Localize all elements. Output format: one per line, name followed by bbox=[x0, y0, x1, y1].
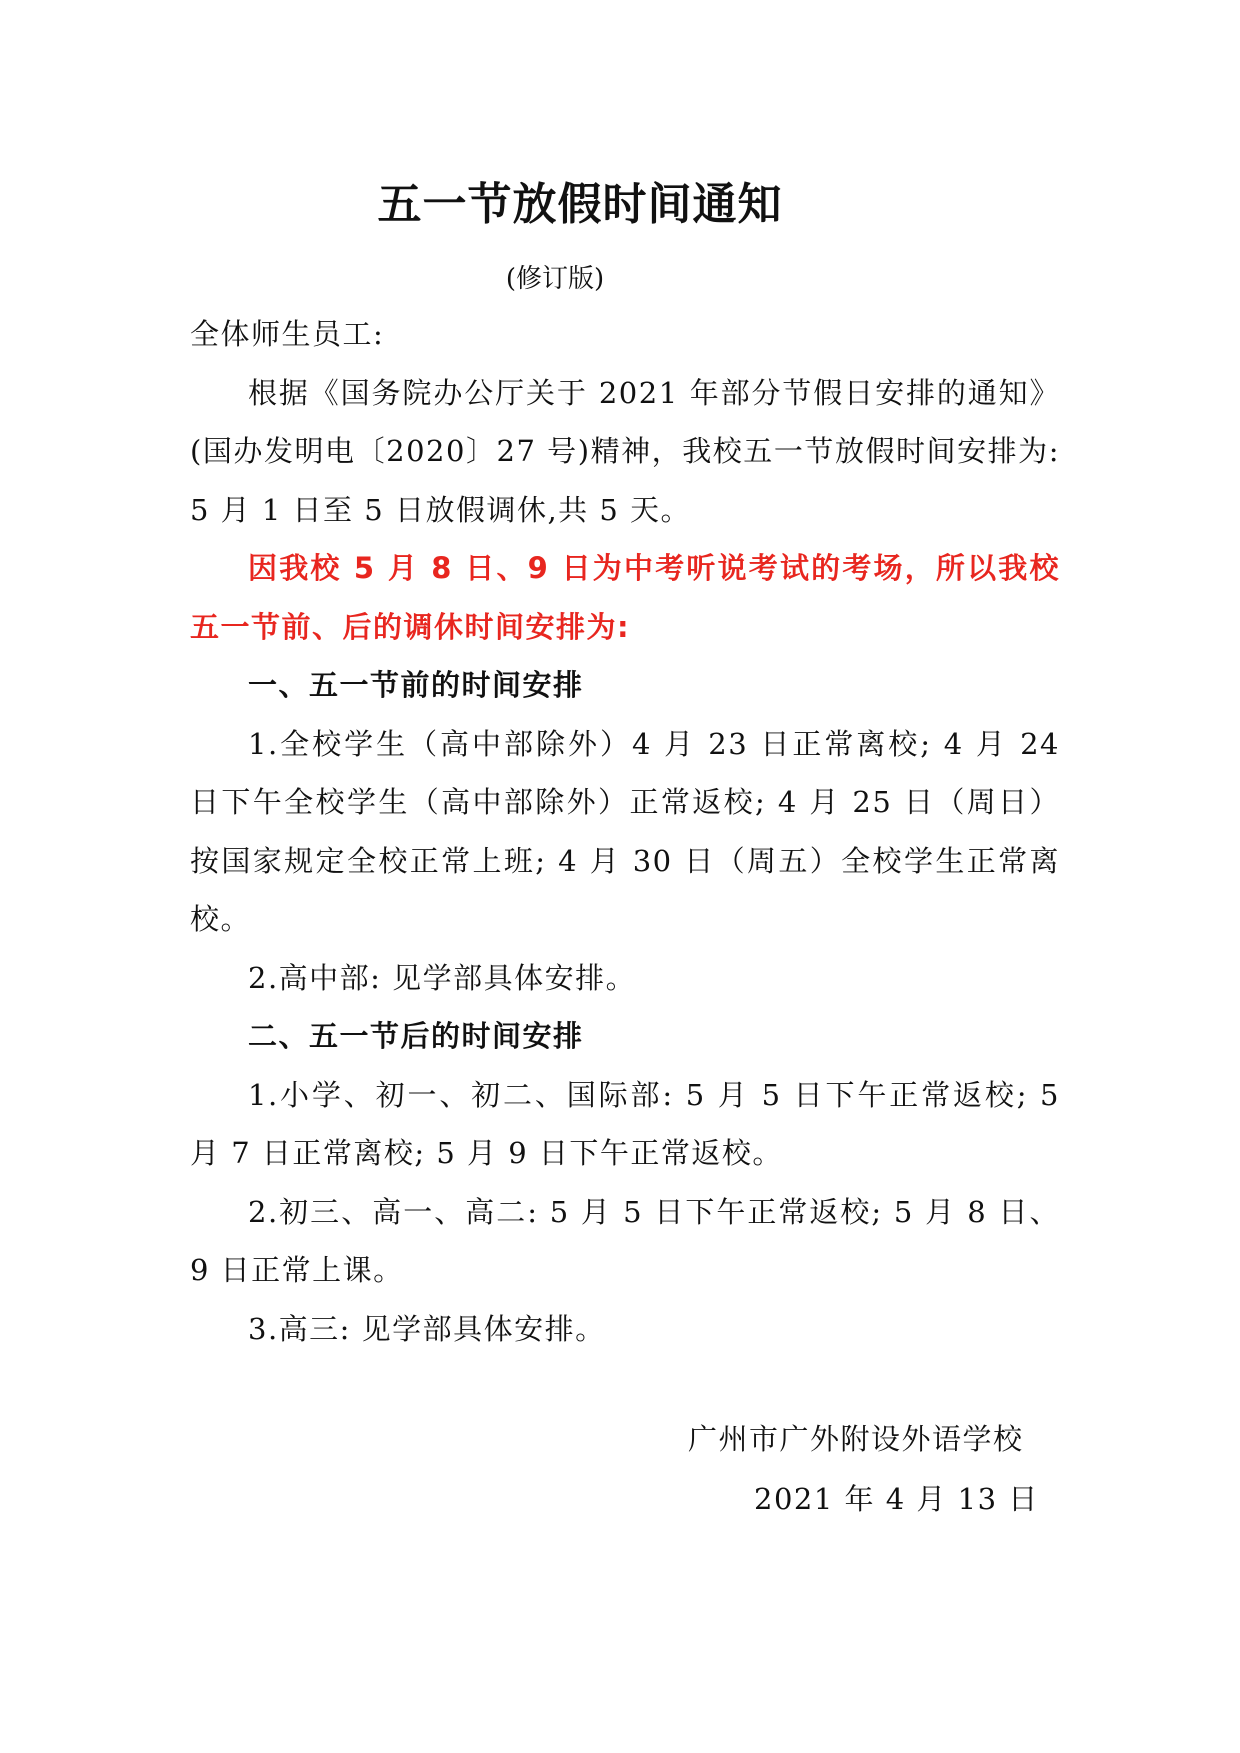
section-heading-before-holiday: 一、五一节前的时间安排 bbox=[248, 668, 584, 702]
section2-item-3: 3.高三: 见学部具体安排。 bbox=[248, 1311, 606, 1346]
highlighted-notice: 因我校 5 月 8 日、9 日为中考听说考试的考场，所以我校五一节前、后的调休时间安排为: bbox=[190, 551, 1060, 644]
section2-item-2: 2.初三、高一、高二: 5 月 5 日下午正常返校; 5 月 8 日、9 日正常上课。 bbox=[190, 1194, 1060, 1287]
section1-item-2: 2.高中部: 见学部具体安排。 bbox=[248, 960, 637, 995]
section-heading-after-holiday: 二、五一节后的时间安排 bbox=[248, 1019, 584, 1053]
document-title: 五一节放假时间通知 bbox=[377, 179, 783, 230]
document-subtitle: (修订版) bbox=[505, 264, 605, 294]
intro-paragraph: 根据《国务院办公厅关于 2021 年部分节假日安排的通知》(国办发明电〔2020〕27 号)精神，我校五一节放假时间安排为: 5 月 1 日至 5 日放假调休,共 5 天。 bbox=[190, 375, 1060, 527]
salutation: 全体师生员工: bbox=[190, 317, 385, 351]
signature-date: 2021 年 4 月 13 日 bbox=[754, 1482, 1039, 1516]
section2-item-1: 1.小学、初一、初二、国际部: 5 月 5 日下午正常返校; 5 月 7 日正常离校; 5 月 9 日下午正常返校。 bbox=[190, 1077, 1060, 1170]
section1-item-1: 1.全校学生（高中部除外）4 月 23 日正常离校; 4 月 24 日下午全校学生（高中部除外）正常返校; 4 月 25 日（周日）按国家规定全校正常上班; 4 月 30 日（周五）全校学生正常离校。 bbox=[190, 726, 1060, 936]
document-body bbox=[190, 305, 1060, 1358]
signature-school-name: 广州市广外附设外语学校 bbox=[688, 1422, 1024, 1456]
